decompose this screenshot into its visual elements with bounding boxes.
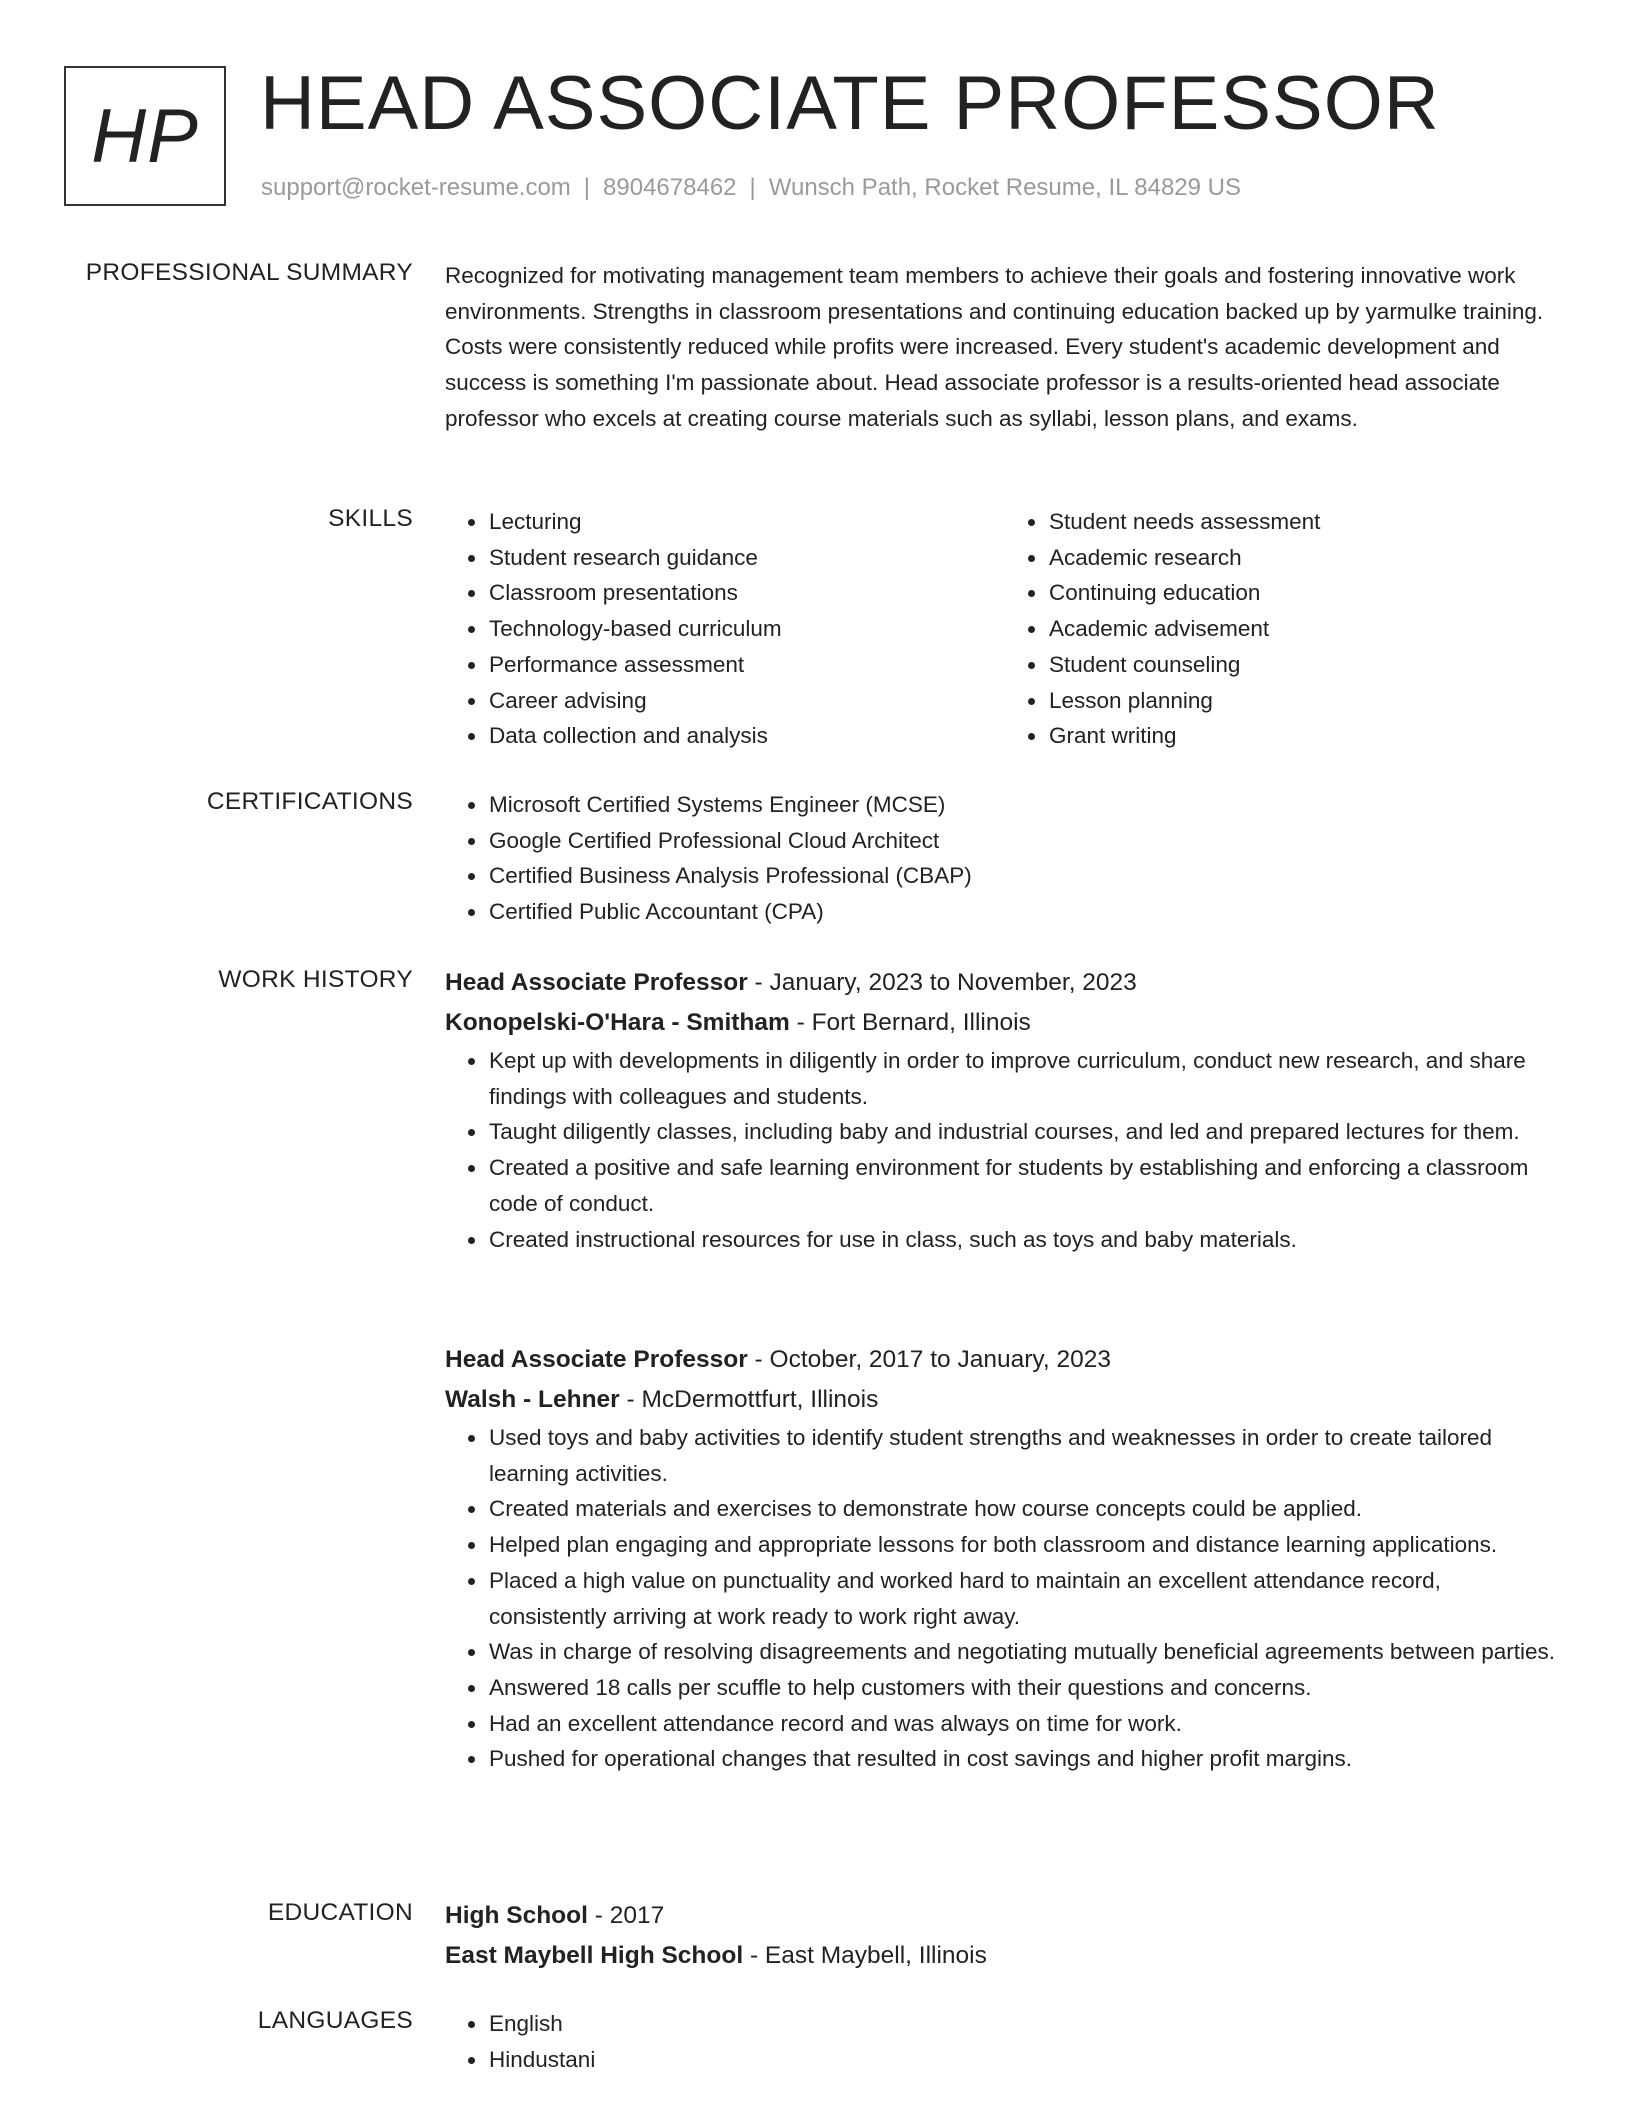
contact-separator: | [749, 174, 756, 201]
job-title: Head Associate Professor [445, 969, 748, 996]
list-item: • Lecturing [488, 504, 991, 540]
section-label: EDUCATION [267, 1899, 413, 1926]
skills-list-left [445, 504, 991, 754]
list-item: • Helped plan engaging and appropriate lessons for both classroom and distance learning applications. [488, 1527, 1560, 1563]
contact-line [261, 174, 1241, 202]
list-item: • Data collection and analysis [488, 718, 991, 754]
list-item: • Certified Business Analysis Professional (CBAP) [488, 858, 1560, 894]
education-degree: High School [445, 1902, 588, 1929]
education-degree-line [445, 1896, 1560, 1936]
list-item: • Created a positive and safe learning environment for students by establishing and enforcing a classroom code of conduct. [488, 1150, 1560, 1221]
section-label: WORK HISTORY [218, 966, 413, 993]
list-item: • Created instructional resources for use in class, such as toys and baby materials. [488, 1222, 1560, 1258]
certifications-body [445, 787, 1560, 930]
skills-list-right [991, 504, 1551, 754]
list-item: • Taught diligently classes, including baby and industrial courses, and led and prepared lectures for them. [488, 1114, 1560, 1150]
list-item: • Certified Public Accountant (CPA) [488, 894, 1560, 930]
list-item: • Kept up with developments in diligently in order to improve curriculum, conduct new research, and share findings with colleagues and students. [488, 1043, 1560, 1114]
job-location: - McDermottfurt, Illinois [619, 1386, 879, 1413]
list-item: • Created materials and exercises to demonstrate how course concepts could be applied. [488, 1491, 1560, 1527]
monogram-logo: HP [64, 66, 226, 206]
list-item: • Was in charge of resolving disagreements and negotiating mutually beneficial agreements between parties. [488, 1634, 1560, 1670]
contact-email: support@rocket-resume.com [261, 174, 571, 201]
certifications-list [445, 787, 1560, 930]
list-item: • Student counseling [1048, 647, 1551, 683]
section-label: PROFESSIONAL SUMMARY [85, 259, 413, 286]
job-entry [445, 963, 1560, 1257]
list-item: • Classroom presentations [488, 575, 991, 611]
education-school-line [445, 1936, 1560, 1976]
job-company-line [445, 1003, 1560, 1043]
list-item: • Student research guidance [488, 540, 991, 576]
job-title-line [445, 963, 1560, 1003]
contact-address: Wunsch Path, Rocket Resume, IL 84829 US [768, 174, 1241, 201]
list-item: • Had an excellent attendance record and was always on time for work. [488, 1706, 1560, 1742]
list-item: • Academic advisement [1048, 611, 1551, 647]
summary-text: Recognized for motivating management team members to achieve their goals and fostering innovative work environments. Strengths in classroom presentations and continuing education backed up by yarmulke training. Costs were consistently reduced while profits were increased. Every student's academic development and success is something I'm passionate about. Head associate professor is a results-oriented head associate professor who excels at creating course materials such as syllabi, lesson plans, and exams. [445, 263, 1544, 431]
job-company: Walsh - Lehner [445, 1386, 620, 1413]
skills-body [445, 504, 1560, 754]
job-bullets [445, 1420, 1560, 1777]
section-label: LANGUAGES [257, 2007, 413, 2034]
list-item: • Placed a high value on punctuality and worked hard to maintain an excellent attendance record, consistently arriving at work ready to work right away. [488, 1563, 1560, 1634]
list-item: • Career advising [488, 683, 991, 719]
contact-phone: 8904678462 [603, 174, 737, 201]
job-company-line [445, 1380, 1560, 1420]
list-item: • Pushed for operational changes that resulted in cost savings and higher profit margins. [488, 1741, 1560, 1777]
list-item: • Answered 18 calls per scuffle to help customers with their questions and concerns. [488, 1670, 1560, 1706]
job-entry [445, 1340, 1560, 1777]
education-year: - 2017 [587, 1902, 665, 1929]
job-location: - Fort Bernard, Illinois [789, 1009, 1031, 1036]
list-item: • Performance assessment [488, 647, 991, 683]
list-item: • English [488, 2006, 1560, 2042]
list-item: • Used toys and baby activities to identify student strengths and weaknesses in order to create tailored learning activities. [488, 1420, 1560, 1491]
education-school: East Maybell High School [445, 1942, 744, 1969]
section-label: CERTIFICATIONS [206, 788, 413, 815]
job-title-line [445, 1340, 1560, 1380]
job-dates: - October, 2017 to January, 2023 [747, 1346, 1111, 1373]
section-label: SKILLS [328, 505, 413, 532]
job-bullets [445, 1043, 1560, 1257]
list-item: • Grant writing [1048, 718, 1551, 754]
contact-separator: | [583, 174, 591, 201]
page-title: HEAD ASSOCIATE PROFESSOR [260, 61, 1440, 146]
list-item: • Lesson planning [1048, 683, 1551, 719]
job-company: Konopelski-O'Hara - Smitham [445, 1009, 790, 1036]
languages-body [445, 2006, 1560, 2077]
list-item: • Academic research [1048, 540, 1551, 576]
list-item: • Technology-based curriculum [488, 611, 991, 647]
list-item: • Microsoft Certified Systems Engineer (MCSE) [488, 787, 1560, 823]
list-item: • Continuing education [1048, 575, 1551, 611]
education-entry [445, 1896, 1560, 1976]
education-location: - East Maybell, Illinois [743, 1942, 987, 1969]
list-item: • Student needs assessment [1048, 504, 1551, 540]
list-item: • Hindustani [488, 2042, 1560, 2078]
list-item: • Google Certified Professional Cloud Architect [488, 823, 1560, 859]
resume-header [64, 61, 1564, 210]
job-dates: - January, 2023 to November, 2023 [747, 969, 1137, 996]
languages-list [445, 2006, 1560, 2077]
job-title: Head Associate Professor [445, 1346, 748, 1373]
